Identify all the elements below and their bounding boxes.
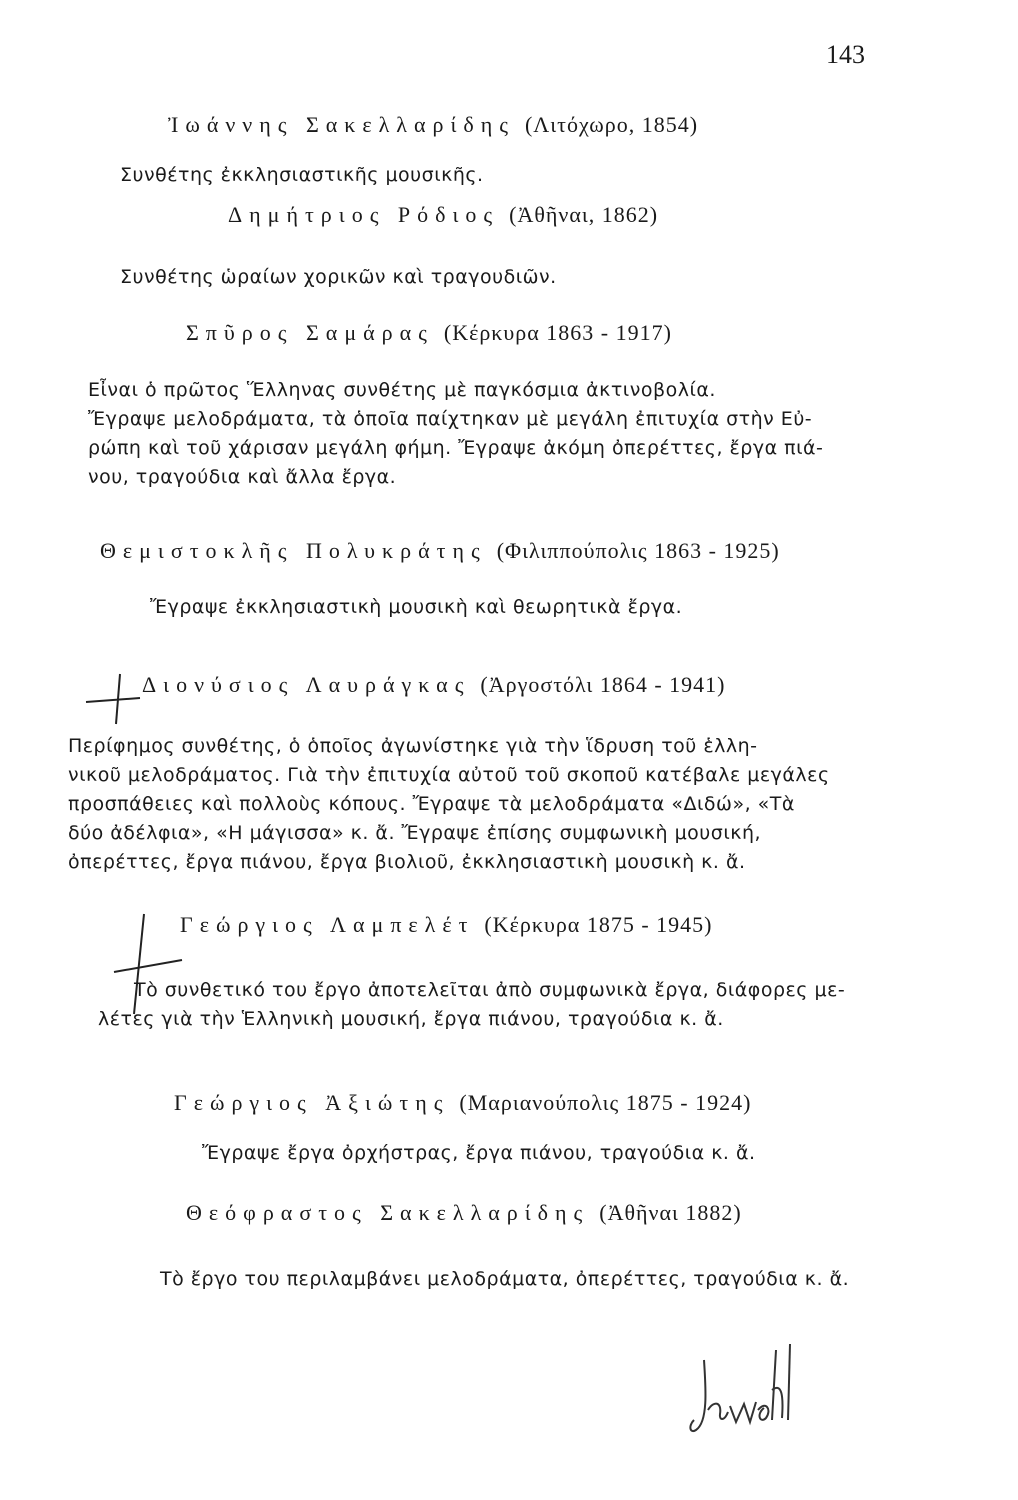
- entry-description: [68, 732, 830, 877]
- description-line: Εἶναι ὁ πρῶτος Ἕλληνας συνθέτης μὲ παγκόσμια ἀκτινοβολία.: [88, 379, 716, 401]
- composer-birth-info: (Ἀθῆναι, 1862): [509, 202, 659, 227]
- composer-name: Γεώργιος Ἀξιώτης: [174, 1090, 450, 1115]
- composer-birth-info: (Φιλιππούπολις 1863 - 1925): [496, 538, 780, 563]
- entry-heading: [100, 538, 780, 564]
- handwritten-cross-mark: [82, 668, 142, 728]
- entry-description: Συνθέτης ἐκκλησιαστικῆς μουσικῆς.: [120, 164, 484, 186]
- composer-birth-info: (Κέρκυρα 1863 - 1917): [443, 320, 672, 345]
- composer-birth-info: (Ἀργοστόλι 1864 - 1941): [480, 672, 726, 697]
- entry-description: [88, 376, 823, 492]
- entry-heading: [142, 672, 726, 698]
- entry-heading: [180, 912, 713, 938]
- composer-name: Δημήτριος Ρόδιος: [228, 202, 500, 227]
- composer-name: Θεμιστοκλῆς Πολυκράτης: [100, 538, 487, 563]
- description-line: προσπάθειες καὶ πολλοὺς κόπους. Ἔγραψε τὰ μελοδράματα «Διδώ», «Τὰ: [68, 793, 795, 815]
- composer-birth-info: (Μαριανούπολις 1875 - 1924): [459, 1090, 752, 1115]
- entry-heading: [228, 202, 658, 228]
- entry-description: Τὸ ἔργο του περιλαμβάνει μελοδράματα, ὀπερέττες, τραγούδια κ. ἄ.: [160, 1268, 850, 1290]
- description-line: δύο ἀδέλφια», «Η μάγισσα» κ. ἄ. Ἔγραψε ἐπίσης συμφωνικὴ μουσική,: [68, 822, 762, 844]
- composer-birth-info: (Κέρκυρα 1875 - 1945): [484, 912, 713, 937]
- entry-heading: [168, 112, 698, 138]
- entry-description: Ἔγραψε ἔργα ὀρχήστρας, ἔργα πιάνου, τραγούδια κ. ἄ.: [202, 1142, 756, 1164]
- composer-name: Διονύσιος Λαυράγκας: [142, 672, 471, 697]
- composer-birth-info: (Ἀθῆναι 1882): [599, 1200, 742, 1225]
- description-line: λέτες γιὰ τὴν Ἑλληνικὴ μουσική, ἔργα πιάνου, τραγούδια κ. ἄ.: [98, 1008, 724, 1030]
- entry-heading: [186, 320, 672, 346]
- description-line: Ἔγραψε μελοδράματα, τὰ ὁποῖα παίχτηκαν μὲ μεγάλη ἐπιτυχία στὴν Εὐ-: [88, 408, 813, 430]
- composer-name: Θεόφραστος Σακελλαρίδης: [186, 1200, 590, 1225]
- page-number: 143: [826, 40, 865, 69]
- composer-name: Ἰωάννης Σακελλαρίδης: [168, 112, 515, 137]
- entry-description: Ἔγραψε ἐκκλησιαστικὴ μουσικὴ καὶ θεωρητικὰ ἔργα.: [150, 596, 683, 618]
- entry-heading: [186, 1200, 742, 1226]
- entry-heading: [174, 1090, 751, 1116]
- description-line: νου, τραγούδια καὶ ἄλλα ἔργα.: [88, 466, 397, 488]
- description-line: Περίφημος συνθέτης, ὁ ὁποῖος ἀγωνίστηκε γιὰ τὴν ἵδρυση τοῦ ἑλλη-: [68, 735, 758, 757]
- composer-name: Σπῦρος Σαμάρας: [186, 320, 434, 345]
- description-line: ὀπερέττες, ἔργα πιάνου, ἔργα βιολιοῦ, ἐκκλησιαστικὴ μουσικὴ κ. ἄ.: [68, 851, 746, 873]
- handwritten-signature: [686, 1330, 806, 1450]
- entry-description: [98, 976, 845, 1034]
- description-line: νικοῦ μελοδράματος. Γιὰ τὴν ἐπιτυχία αὐτοῦ τοῦ σκοποῦ κατέβαλε μεγάλες: [68, 764, 830, 786]
- description-line: Τὸ συνθετικό του ἔργο ἀποτελεῖται ἀπὸ συμφωνικὰ ἔργα, διάφορες με-: [134, 979, 846, 1001]
- entry-description: Συνθέτης ὡραίων χορικῶν καὶ τραγουδιῶν.: [120, 266, 557, 288]
- composer-birth-info: (Λιτόχωρο, 1854): [524, 112, 699, 137]
- composer-name: Γεώργιος Λαμπελέτ: [180, 912, 475, 937]
- description-line: ρώπη καὶ τοῦ χάρισαν μεγάλη φήμη. Ἔγραψε ἀκόμη ὀπερέττες, ἔργα πιά-: [88, 437, 824, 459]
